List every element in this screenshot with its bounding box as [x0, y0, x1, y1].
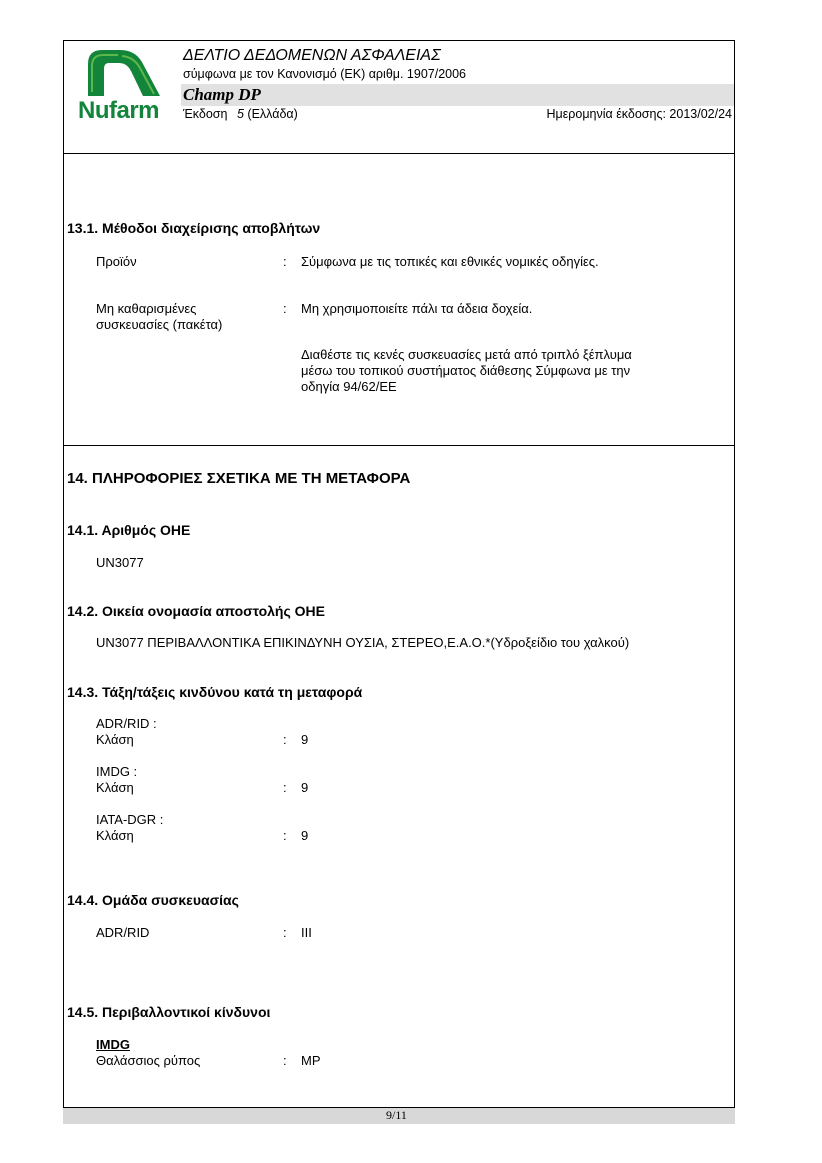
heading-14-5: 14.5. Περιβαλλοντικοί κίνδυνοι [67, 1004, 271, 1020]
document-title: ΔΕΛΤΙΟ ΔΕΔΟΜΕΝΩΝ ΑΣΦΑΛΕΙΑΣ [183, 47, 441, 64]
version-label: Έκδοση [183, 107, 228, 121]
packaging-value: Μη χρησιμοποιείτε πάλι τα άδεια δοχεία. [301, 301, 533, 316]
class-label: Κλάση [96, 732, 134, 747]
transport-regulation-name: IATA-DGR : [96, 812, 164, 827]
page-number: 9/11 [386, 1108, 407, 1122]
heading-14-1: 14.1. Αριθμός ΟΗΕ [67, 522, 191, 538]
class-value: 9 [301, 732, 309, 747]
packing-group-label: ADR/RID [96, 925, 150, 940]
product-name-band [181, 84, 734, 106]
separator: : [283, 780, 287, 795]
heading-14: 14. ΠΛΗΡΟΦΟΡΙΕΣ ΣΧΕΤΙΚΑ ΜΕ ΤΗ ΜΕΤΑΦΟΡΑ [67, 470, 411, 487]
separator: : [283, 828, 287, 843]
regulation-reference: σύμφωνα με τον Κανονισμό (ΕΚ) αριθμ. 1907/2006 [183, 67, 467, 81]
transport-regulation-name: IMDG : [96, 764, 138, 779]
logo-text: Nufarm [78, 97, 160, 124]
packing-group-value: III [301, 925, 312, 940]
separator: : [283, 301, 287, 316]
header-divider [63, 153, 735, 154]
packaging-note-line: οδηγία 94/62/ΕΕ [301, 379, 397, 394]
section-divider [63, 445, 735, 446]
version-number: 5 [236, 107, 244, 121]
version-country: (Ελλάδα) [247, 107, 298, 121]
un-number-value: UN3077 [96, 555, 144, 570]
packaging-label-line2: συσκευασίες (πακέτα) [96, 317, 223, 332]
product-label: Προϊόν [96, 254, 137, 269]
separator: : [283, 254, 287, 269]
product-name: Champ DP [183, 85, 261, 104]
separator: : [283, 1053, 287, 1068]
imdg-subheading: IMDG [96, 1037, 130, 1052]
marine-pollutant-value: MP [301, 1053, 321, 1068]
marine-pollutant-label: Θαλάσσιος ρύπος [96, 1053, 201, 1068]
heading-14-3: 14.3. Τάξη/τάξεις κινδύνου κατά τη μεταφορά [67, 684, 363, 700]
heading-14-4: 14.4. Ομάδα συσκευασίας [67, 892, 239, 908]
product-value: Σύμφωνα με τις τοπικές και εθνικές νομικές οδηγίες. [301, 254, 599, 269]
class-label: Κλάση [96, 780, 134, 795]
class-value: 9 [301, 828, 309, 843]
packaging-label-line1: Μη καθαρισμένες [96, 301, 197, 316]
heading-13-1: 13.1. Μέθοδοι διαχείρισης αποβλήτων [67, 220, 321, 236]
packaging-note-line: Διαθέστε τις κενές συσκευασίες μετά από τριπλό ξέπλυμα [301, 347, 632, 362]
packaging-note-line: μέσω του τοπικού συστήματος διάθεσης Σύμφωνα με την [301, 363, 631, 378]
transport-regulation-name: ADR/RID : [96, 716, 157, 731]
separator: : [283, 732, 287, 747]
class-label: Κλάση [96, 828, 134, 843]
issue-date: Ημερομηνία έκδοσης: 2013/02/24 [546, 107, 732, 121]
nufarm-logo [76, 44, 170, 124]
heading-14-2: 14.2. Οικεία ονομασία αποστολής ΟΗΕ [67, 603, 325, 619]
shipping-name-value: UN3077 ΠΕΡΙΒΑΛΛΟΝΤΙΚΑ ΕΠΙΚΙΝΔΥΝΗ ΟΥΣΙΑ, ΣΤΕΡΕΟ,Ε.Α.Ο.*(Υδροξείδιο του χαλκού) [96, 635, 630, 650]
class-value: 9 [301, 780, 309, 795]
page-frame [63, 40, 735, 1124]
version-info [183, 107, 298, 121]
separator: : [283, 925, 287, 940]
